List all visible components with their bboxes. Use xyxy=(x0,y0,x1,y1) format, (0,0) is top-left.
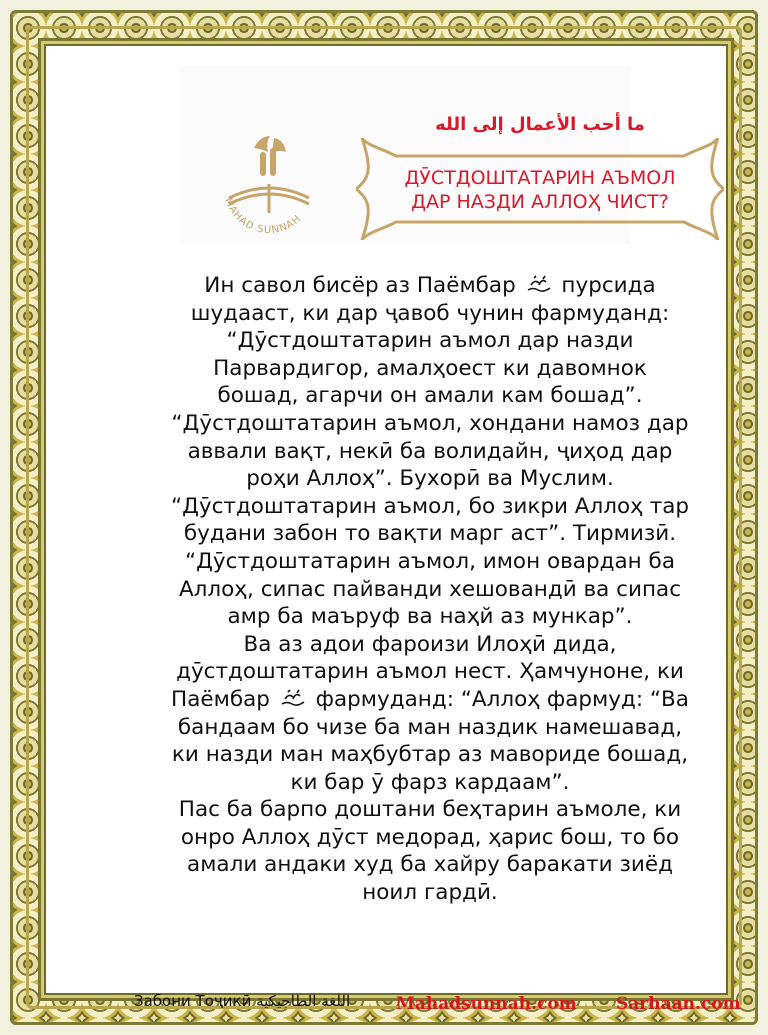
body-line: “Дӯстдоштатарин аъмол, хондани намоз дар xyxy=(171,410,689,436)
body-line: Ва аз адои фароизи Илоҳӣ дида, xyxy=(243,631,617,657)
body-line: онро Аллоҳ дӯст медорад, ҳарис бош, то бо xyxy=(180,824,680,850)
body-line: Аллоҳ, сипас пайванди хешовандӣ ва сипас xyxy=(178,576,682,602)
body-line: бандаам бо чизе ба ман наздик намешавад, xyxy=(177,714,683,740)
body-line: ноил гардӣ. xyxy=(362,880,498,906)
body-line: Ин савол бисёр аз Паёмбар пурсида xyxy=(204,273,656,298)
site-link-sarhaan[interactable]: Sarhaan.com xyxy=(616,994,741,1014)
body-line: Пас ба барпо доштани беҳтарин аъмоле, ки xyxy=(178,797,682,823)
language-label: Забони Тоҷикӣ اللغة الطاجيكية xyxy=(134,992,351,1010)
body-line: Паёмбар фармуданд: “Аллоҳ фармуд: “Ва xyxy=(171,686,689,712)
page-paper xyxy=(44,44,741,1014)
title-line-1: ДӮСТДОШТАТАРИН АЪМОЛ xyxy=(404,167,676,189)
body-line: бошад, агарчи он амали кам бошад”. xyxy=(217,383,643,409)
logo-text: MAHAD SUNNAH xyxy=(222,196,304,237)
body-line: амали андаки худ ба хайру баракати зиёд xyxy=(187,852,673,878)
arabic-title: ما أحب الأعمال إلى الله xyxy=(435,114,645,135)
body-line: будани забон то вақти марг аст”. Тирмизӣ. xyxy=(183,521,677,547)
body-line: дӯстдоштатарин аъмол нест. Ҳамчуноне, ки xyxy=(176,659,684,685)
body-line: роҳи Аллоҳ”. Бухорӣ ва Муслим. xyxy=(246,466,614,492)
body-line: Парвардигор, амалҳоест ки давомнок xyxy=(213,355,647,381)
body-line: шудааст, ки дар ҷавоб чунин фармуданд: xyxy=(190,300,670,326)
article-body xyxy=(128,272,732,907)
pbuh-seal-icon xyxy=(279,687,307,709)
body-line: амр ба маъруф ва наҳй аз мункар”. xyxy=(227,604,633,630)
mahad-sunnah-logo xyxy=(204,118,334,248)
title-banner xyxy=(356,138,724,240)
body-line: “Дӯстдоштатарин аъмол дар назди xyxy=(226,328,634,354)
body-line: ки назди ман маҳбубтар аз мавориде бошад, xyxy=(171,742,689,768)
svg-text:MAHAD SUNNAH xyxy=(222,196,303,236)
pbuh-seal-icon xyxy=(525,273,553,295)
body-line: “Дӯстдоштатарин аъмол, имон овардан ба xyxy=(184,548,675,574)
site-link-mahadsunnah[interactable]: Mahadsunnah.com xyxy=(396,994,577,1014)
title-line-2: ДАР НАЗДИ АЛЛОҲ ЧИСТ? xyxy=(411,191,669,213)
header-panel xyxy=(180,66,676,244)
body-line: ки бар ӯ фарз кардаам”. xyxy=(290,769,570,795)
body-line: аввали вақт, некӣ ба волидайн, ҷиҳод дар xyxy=(187,438,673,464)
body-line: “Дӯстдоштатарин аъмол, бо зикри Аллоҳ тар xyxy=(170,493,690,519)
